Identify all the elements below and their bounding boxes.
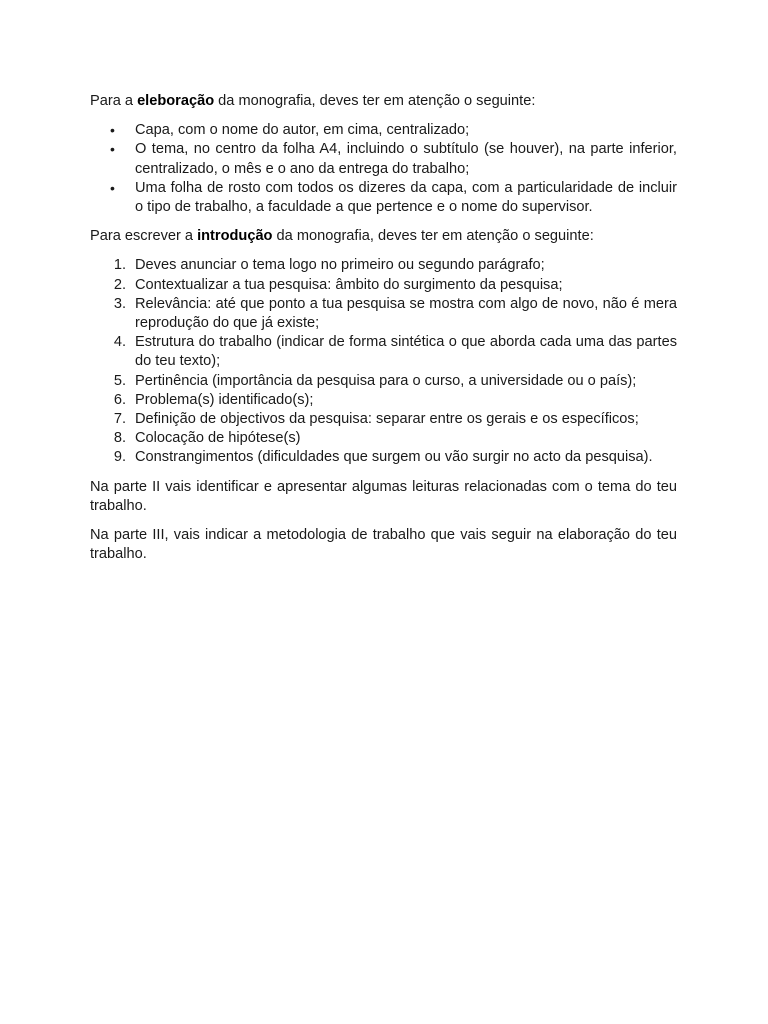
list-number: 3. [113, 295, 126, 312]
list-number: 6. [113, 391, 126, 408]
list-number: 7. [113, 411, 126, 428]
numbered-item [90, 256, 677, 275]
numbered-item-text: Estrutura do trabalho (indicar de forma sintética o que aborda cada uma das partes do teu texto); [135, 334, 677, 370]
list-number: 1. [113, 257, 126, 274]
elaboration-intro-paragraph [90, 92, 677, 111]
list-number: 5. [113, 372, 126, 389]
numbered-item-text: Relevância: até que ponto a tua pesquisa se mostra com algo de novo, não é mera reprodução do que já existe; [135, 295, 677, 332]
bullet-item-text: O tema, no centro da folha A4, incluindo o subtítulo (se houver), na parte inferior, centralizado, o mês e o ano da entrega do trabalho; [135, 141, 677, 177]
list-number: 2. [113, 276, 126, 293]
elaboration-keyword: eleboração [137, 93, 215, 109]
bullet-item-cover [90, 121, 677, 140]
numbered-item [90, 429, 677, 448]
bullet-icon: • [110, 141, 115, 158]
bullet-icon: • [110, 179, 115, 196]
numbered-item [90, 448, 677, 467]
bullet-item-title-page [90, 179, 677, 217]
numbered-item [90, 333, 677, 371]
introduction-intro-paragraph [90, 227, 677, 246]
elaboration-intro-prefix: Para a [90, 93, 138, 109]
document-body [90, 92, 677, 574]
bullet-item-text: Uma folha de rosto com todos os dizeres da capa, com a particularidade de incluir o tipo de trabalho, a faculdade a que pertence e o nome do supervisor. [135, 179, 677, 216]
introduction-numbered-list [90, 256, 677, 467]
numbered-item-text: Deves anunciar o tema logo no primeiro ou segundo parágrafo; [135, 257, 545, 274]
part-three-paragraph: Na parte III, vais indicar a metodologia de trabalho que vais seguir na elaboração do teu trabalho. [90, 527, 677, 563]
elaboration-intro-suffix: da monografia, deves ter em atenção o seguinte: [214, 93, 536, 109]
numbered-item [90, 295, 677, 333]
bullet-item-text: Capa, com o nome do autor, em cima, centralizado; [135, 122, 470, 139]
numbered-item-text: Problema(s) identificado(s); [135, 391, 314, 408]
part-two-paragraph: Na parte II vais identificar e apresentar algumas leituras relacionadas com o tema do teu trabalho. [90, 478, 677, 514]
introduction-intro-suffix: da monografia, deves ter em atenção o seguinte: [272, 228, 594, 245]
numbered-item [90, 372, 677, 391]
list-number: 8. [113, 430, 126, 447]
numbered-item [90, 410, 677, 429]
numbered-item-text: Definição de objectivos da pesquisa: separar entre os gerais e os específicos; [135, 411, 639, 428]
introduction-intro-prefix: Para escrever a [90, 228, 198, 245]
list-number: 4. [113, 334, 126, 351]
numbered-item [90, 391, 677, 410]
numbered-item-text: Contextualizar a tua pesquisa: âmbito do surgimento da pesquisa; [135, 276, 563, 293]
bullet-item-theme [90, 140, 677, 178]
elaboration-bullet-list [90, 121, 677, 217]
bullet-icon: • [110, 122, 115, 139]
numbered-item-text: Colocação de hipótese(s) [135, 430, 301, 447]
introduction-keyword: introdução [197, 228, 273, 245]
numbered-item-text: Constrangimentos (dificuldades que surgem ou vão surgir no acto da pesquisa). [135, 449, 653, 466]
list-number: 9. [113, 449, 126, 466]
numbered-item [90, 276, 677, 295]
numbered-item-text: Pertinência (importância da pesquisa para o curso, a universidade ou o país); [135, 372, 637, 389]
